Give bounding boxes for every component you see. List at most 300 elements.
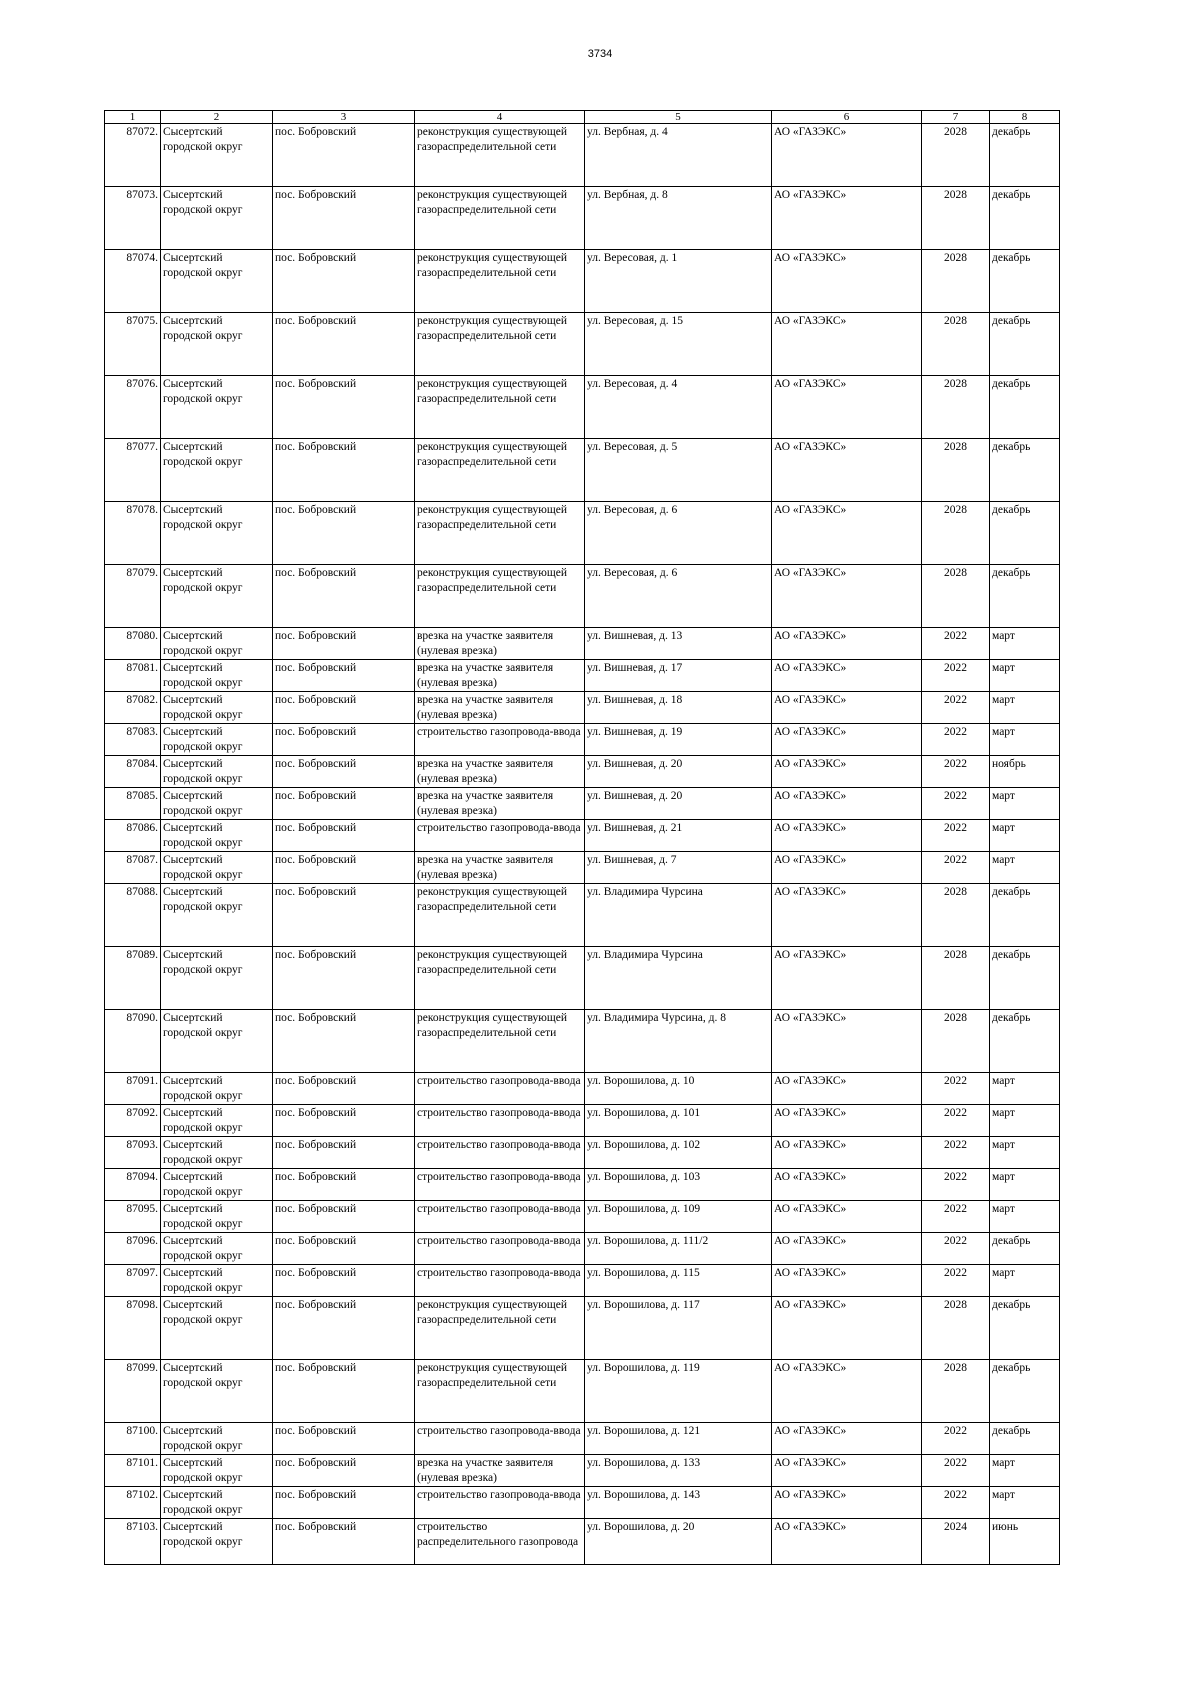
month-cell: декабрь (990, 1423, 1060, 1455)
settlement-cell: пос. Бобровский (273, 628, 415, 660)
row-number: 87085. (105, 788, 161, 820)
address-cell: ул. Вишневая, д. 17 (585, 660, 772, 692)
settlement-cell: пос. Бобровский (273, 1137, 415, 1169)
address-cell: ул. Ворошилова, д. 133 (585, 1455, 772, 1487)
district-cell: Сысертский городской округ (161, 1105, 273, 1137)
address-cell: ул. Вербная, д. 8 (585, 187, 772, 250)
work-type-cell: врезка на участке заявителя (нулевая врезка) (415, 628, 585, 660)
table-row (105, 1360, 1060, 1423)
row-number: 87091. (105, 1073, 161, 1105)
row-number: 87087. (105, 852, 161, 884)
year-cell: 2028 (922, 1010, 990, 1073)
table-row (105, 313, 1060, 376)
gas-works-table (104, 110, 1060, 1565)
district-cell: Сысертский городской округ (161, 250, 273, 313)
organization-cell: АО «ГАЗЭКС» (772, 187, 922, 250)
month-cell: март (990, 660, 1060, 692)
year-cell: 2022 (922, 1137, 990, 1169)
address-cell: ул. Вересовая, д. 6 (585, 502, 772, 565)
year-cell: 2022 (922, 1105, 990, 1137)
organization-cell: АО «ГАЗЭКС» (772, 724, 922, 756)
row-number: 87078. (105, 502, 161, 565)
table-row (105, 820, 1060, 852)
month-cell: декабрь (990, 124, 1060, 187)
month-cell: декабрь (990, 313, 1060, 376)
work-type-cell: реконструкция существующей газораспределительной сети (415, 250, 585, 313)
organization-cell: АО «ГАЗЭКС» (772, 1233, 922, 1265)
work-type-cell: строительство газопровода-ввода (415, 1201, 585, 1233)
district-cell: Сысертский городской округ (161, 628, 273, 660)
table-row (105, 692, 1060, 724)
organization-cell: АО «ГАЗЭКС» (772, 565, 922, 628)
address-cell: ул. Вишневая, д. 20 (585, 756, 772, 788)
year-cell: 2022 (922, 756, 990, 788)
month-cell: ноябрь (990, 756, 1060, 788)
month-cell: декабрь (990, 947, 1060, 1010)
address-cell: ул. Вишневая, д. 20 (585, 788, 772, 820)
row-number: 87101. (105, 1455, 161, 1487)
table-row (105, 1455, 1060, 1487)
address-cell: ул. Вересовая, д. 4 (585, 376, 772, 439)
district-cell: Сысертский городской округ (161, 820, 273, 852)
district-cell: Сысертский городской округ (161, 1233, 273, 1265)
organization-cell: АО «ГАЗЭКС» (772, 628, 922, 660)
year-cell: 2022 (922, 852, 990, 884)
address-cell: ул. Вишневая, д. 21 (585, 820, 772, 852)
work-type-cell: врезка на участке заявителя (нулевая врезка) (415, 756, 585, 788)
table-row (105, 1519, 1060, 1565)
organization-cell: АО «ГАЗЭКС» (772, 1519, 922, 1565)
address-cell: ул. Ворошилова, д. 103 (585, 1169, 772, 1201)
column-number: 4 (415, 111, 585, 124)
table-row (105, 884, 1060, 947)
year-cell: 2028 (922, 313, 990, 376)
year-cell: 2022 (922, 788, 990, 820)
settlement-cell: пос. Бобровский (273, 1233, 415, 1265)
work-type-cell: строительство распределительного газопровода (415, 1519, 585, 1565)
row-number: 87076. (105, 376, 161, 439)
year-cell: 2028 (922, 1297, 990, 1360)
table-row (105, 852, 1060, 884)
row-number: 87074. (105, 250, 161, 313)
table-row (105, 1073, 1060, 1105)
address-cell: ул. Владимира Чурсина (585, 947, 772, 1010)
work-type-cell: реконструкция существующей газораспределительной сети (415, 1010, 585, 1073)
table-row (105, 1233, 1060, 1265)
month-cell: декабрь (990, 1297, 1060, 1360)
row-number: 87084. (105, 756, 161, 788)
settlement-cell: пос. Бобровский (273, 502, 415, 565)
settlement-cell: пос. Бобровский (273, 1201, 415, 1233)
address-cell: ул. Вишневая, д. 13 (585, 628, 772, 660)
district-cell: Сысертский городской округ (161, 1201, 273, 1233)
table-row (105, 947, 1060, 1010)
row-number: 87082. (105, 692, 161, 724)
district-cell: Сысертский городской округ (161, 565, 273, 628)
row-number: 87095. (105, 1201, 161, 1233)
district-cell: Сысертский городской округ (161, 788, 273, 820)
row-number: 87072. (105, 124, 161, 187)
settlement-cell: пос. Бобровский (273, 187, 415, 250)
address-cell: ул. Ворошилова, д. 119 (585, 1360, 772, 1423)
work-type-cell: реконструкция существующей газораспределительной сети (415, 1360, 585, 1423)
month-cell: декабрь (990, 1360, 1060, 1423)
district-cell: Сысертский городской округ (161, 376, 273, 439)
settlement-cell: пос. Бобровский (273, 313, 415, 376)
settlement-cell: пос. Бобровский (273, 1487, 415, 1519)
district-cell: Сысертский городской округ (161, 724, 273, 756)
table-row (105, 660, 1060, 692)
address-cell: ул. Ворошилова, д. 117 (585, 1297, 772, 1360)
year-cell: 2022 (922, 1265, 990, 1297)
work-type-cell: реконструкция существующей газораспределительной сети (415, 187, 585, 250)
table-row (105, 1487, 1060, 1519)
work-type-cell: реконструкция существующей газораспределительной сети (415, 884, 585, 947)
month-cell: декабрь (990, 502, 1060, 565)
month-cell: декабрь (990, 187, 1060, 250)
district-cell: Сысертский городской округ (161, 1519, 273, 1565)
table-body (105, 124, 1060, 1565)
organization-cell: АО «ГАЗЭКС» (772, 124, 922, 187)
address-cell: ул. Вересовая, д. 6 (585, 565, 772, 628)
settlement-cell: пос. Бобровский (273, 788, 415, 820)
district-cell: Сысертский городской округ (161, 1423, 273, 1455)
organization-cell: АО «ГАЗЭКС» (772, 1423, 922, 1455)
year-cell: 2022 (922, 1487, 990, 1519)
work-type-cell: реконструкция существующей газораспределительной сети (415, 376, 585, 439)
organization-cell: АО «ГАЗЭКС» (772, 1360, 922, 1423)
work-type-cell: строительство газопровода-ввода (415, 1073, 585, 1105)
district-cell: Сысертский городской округ (161, 1073, 273, 1105)
year-cell: 2028 (922, 250, 990, 313)
district-cell: Сысертский городской округ (161, 852, 273, 884)
organization-cell: АО «ГАЗЭКС» (772, 1137, 922, 1169)
organization-cell: АО «ГАЗЭКС» (772, 1105, 922, 1137)
address-cell: ул. Владимира Чурсина, д. 8 (585, 1010, 772, 1073)
organization-cell: АО «ГАЗЭКС» (772, 820, 922, 852)
year-cell: 2028 (922, 439, 990, 502)
row-number: 87103. (105, 1519, 161, 1565)
row-number: 87089. (105, 947, 161, 1010)
month-cell: декабрь (990, 884, 1060, 947)
organization-cell: АО «ГАЗЭКС» (772, 756, 922, 788)
district-cell: Сысертский городской округ (161, 1455, 273, 1487)
work-type-cell: строительство газопровода-ввода (415, 1423, 585, 1455)
row-number: 87075. (105, 313, 161, 376)
year-cell: 2028 (922, 502, 990, 565)
settlement-cell: пос. Бобровский (273, 852, 415, 884)
district-cell: Сысертский городской округ (161, 124, 273, 187)
table-row (105, 1297, 1060, 1360)
organization-cell: АО «ГАЗЭКС» (772, 1201, 922, 1233)
month-cell: март (990, 852, 1060, 884)
address-cell: ул. Вишневая, д. 7 (585, 852, 772, 884)
organization-cell: АО «ГАЗЭКС» (772, 1169, 922, 1201)
work-type-cell: строительство газопровода-ввода (415, 1265, 585, 1297)
settlement-cell: пос. Бобровский (273, 1265, 415, 1297)
work-type-cell: врезка на участке заявителя (нулевая врезка) (415, 852, 585, 884)
settlement-cell: пос. Бобровский (273, 692, 415, 724)
year-cell: 2022 (922, 1169, 990, 1201)
table-row (105, 1423, 1060, 1455)
month-cell: март (990, 1265, 1060, 1297)
organization-cell: АО «ГАЗЭКС» (772, 788, 922, 820)
column-number: 7 (922, 111, 990, 124)
district-cell: Сысертский городской округ (161, 502, 273, 565)
organization-cell: АО «ГАЗЭКС» (772, 947, 922, 1010)
work-type-cell: строительство газопровода-ввода (415, 1137, 585, 1169)
column-number-row (105, 111, 1060, 124)
month-cell: март (990, 724, 1060, 756)
page-number: 3734 (587, 48, 613, 60)
organization-cell: АО «ГАЗЭКС» (772, 1010, 922, 1073)
month-cell: март (990, 692, 1060, 724)
settlement-cell: пос. Бобровский (273, 439, 415, 502)
year-cell: 2028 (922, 565, 990, 628)
organization-cell: АО «ГАЗЭКС» (772, 1487, 922, 1519)
settlement-cell: пос. Бобровский (273, 1519, 415, 1565)
address-cell: ул. Ворошилова, д. 121 (585, 1423, 772, 1455)
month-cell: март (990, 1201, 1060, 1233)
district-cell: Сысертский городской округ (161, 947, 273, 1010)
address-cell: ул. Ворошилова, д. 10 (585, 1073, 772, 1105)
organization-cell: АО «ГАЗЭКС» (772, 250, 922, 313)
row-number: 87097. (105, 1265, 161, 1297)
year-cell: 2028 (922, 124, 990, 187)
month-cell: март (990, 820, 1060, 852)
row-number: 87079. (105, 565, 161, 628)
row-number: 87088. (105, 884, 161, 947)
district-cell: Сысертский городской округ (161, 692, 273, 724)
address-cell: ул. Вербная, д. 4 (585, 124, 772, 187)
work-type-cell: реконструкция существующей газораспределительной сети (415, 947, 585, 1010)
column-number: 3 (273, 111, 415, 124)
work-type-cell: строительство газопровода-ввода (415, 1487, 585, 1519)
year-cell: 2022 (922, 1455, 990, 1487)
month-cell: декабрь (990, 565, 1060, 628)
year-cell: 2028 (922, 376, 990, 439)
table-row (105, 439, 1060, 502)
year-cell: 2022 (922, 820, 990, 852)
row-number: 87086. (105, 820, 161, 852)
year-cell: 2022 (922, 628, 990, 660)
settlement-cell: пос. Бобровский (273, 820, 415, 852)
district-cell: Сысертский городской округ (161, 660, 273, 692)
district-cell: Сысертский городской округ (161, 756, 273, 788)
address-cell: ул. Вересовая, д. 5 (585, 439, 772, 502)
row-number: 87090. (105, 1010, 161, 1073)
year-cell: 2028 (922, 947, 990, 1010)
settlement-cell: пос. Бобровский (273, 1169, 415, 1201)
address-cell: ул. Ворошилова, д. 20 (585, 1519, 772, 1565)
settlement-cell: пос. Бобровский (273, 565, 415, 628)
month-cell: март (990, 1137, 1060, 1169)
settlement-cell: пос. Бобровский (273, 376, 415, 439)
year-cell: 2028 (922, 1360, 990, 1423)
district-cell: Сысертский городской округ (161, 313, 273, 376)
district-cell: Сысертский городской округ (161, 1169, 273, 1201)
address-cell: ул. Владимира Чурсина (585, 884, 772, 947)
month-cell: март (990, 1073, 1060, 1105)
month-cell: декабрь (990, 250, 1060, 313)
year-cell: 2028 (922, 187, 990, 250)
organization-cell: АО «ГАЗЭКС» (772, 852, 922, 884)
month-cell: март (990, 1455, 1060, 1487)
year-cell: 2022 (922, 1233, 990, 1265)
row-number: 87094. (105, 1169, 161, 1201)
address-cell: ул. Ворошилова, д. 101 (585, 1105, 772, 1137)
district-cell: Сысертский городской округ (161, 1487, 273, 1519)
table-row (105, 187, 1060, 250)
organization-cell: АО «ГАЗЭКС» (772, 376, 922, 439)
district-cell: Сысертский городской округ (161, 187, 273, 250)
column-number: 1 (105, 111, 161, 124)
work-type-cell: реконструкция существующей газораспределительной сети (415, 313, 585, 376)
district-cell: Сысертский городской округ (161, 1360, 273, 1423)
table-row (105, 124, 1060, 187)
district-cell: Сысертский городской округ (161, 1265, 273, 1297)
year-cell: 2028 (922, 884, 990, 947)
table-row (105, 1201, 1060, 1233)
work-type-cell: строительство газопровода-ввода (415, 1105, 585, 1137)
settlement-cell: пос. Бобровский (273, 1297, 415, 1360)
row-number: 87077. (105, 439, 161, 502)
table-row (105, 724, 1060, 756)
year-cell: 2022 (922, 724, 990, 756)
work-type-cell: строительство газопровода-ввода (415, 820, 585, 852)
column-number: 8 (990, 111, 1060, 124)
year-cell: 2022 (922, 1423, 990, 1455)
organization-cell: АО «ГАЗЭКС» (772, 439, 922, 502)
settlement-cell: пос. Бобровский (273, 250, 415, 313)
row-number: 87073. (105, 187, 161, 250)
address-cell: ул. Ворошилова, д. 111/2 (585, 1233, 772, 1265)
settlement-cell: пос. Бобровский (273, 1105, 415, 1137)
month-cell: март (990, 628, 1060, 660)
column-number: 5 (585, 111, 772, 124)
settlement-cell: пос. Бобровский (273, 124, 415, 187)
work-type-cell: реконструкция существующей газораспределительной сети (415, 565, 585, 628)
work-type-cell: реконструкция существующей газораспределительной сети (415, 1297, 585, 1360)
table-row (105, 565, 1060, 628)
row-number: 87093. (105, 1137, 161, 1169)
table-row (105, 788, 1060, 820)
work-type-cell: реконструкция существующей газораспределительной сети (415, 124, 585, 187)
settlement-cell: пос. Бобровский (273, 884, 415, 947)
organization-cell: АО «ГАЗЭКС» (772, 313, 922, 376)
address-cell: ул. Вересовая, д. 15 (585, 313, 772, 376)
organization-cell: АО «ГАЗЭКС» (772, 692, 922, 724)
address-cell: ул. Ворошилова, д. 109 (585, 1201, 772, 1233)
table-row (105, 1010, 1060, 1073)
month-cell: март (990, 788, 1060, 820)
district-cell: Сысертский городской округ (161, 439, 273, 502)
table-row (105, 1169, 1060, 1201)
year-cell: 2022 (922, 1201, 990, 1233)
organization-cell: АО «ГАЗЭКС» (772, 1073, 922, 1105)
table-row (105, 756, 1060, 788)
settlement-cell: пос. Бобровский (273, 1455, 415, 1487)
month-cell: декабрь (990, 1010, 1060, 1073)
settlement-cell: пос. Бобровский (273, 947, 415, 1010)
table-row (105, 1105, 1060, 1137)
district-cell: Сысертский городской округ (161, 884, 273, 947)
organization-cell: АО «ГАЗЭКС» (772, 1265, 922, 1297)
table-row (105, 628, 1060, 660)
table-row (105, 1137, 1060, 1169)
row-number: 87099. (105, 1360, 161, 1423)
table-row (105, 376, 1060, 439)
work-type-cell: врезка на участке заявителя (нулевая врезка) (415, 660, 585, 692)
settlement-cell: пос. Бобровский (273, 724, 415, 756)
settlement-cell: пос. Бобровский (273, 1010, 415, 1073)
year-cell: 2022 (922, 660, 990, 692)
district-cell: Сысертский городской округ (161, 1010, 273, 1073)
row-number: 87096. (105, 1233, 161, 1265)
row-number: 87080. (105, 628, 161, 660)
row-number: 87100. (105, 1423, 161, 1455)
address-cell: ул. Вересовая, д. 1 (585, 250, 772, 313)
address-cell: ул. Ворошилова, д. 143 (585, 1487, 772, 1519)
work-type-cell: врезка на участке заявителя (нулевая врезка) (415, 788, 585, 820)
row-number: 87102. (105, 1487, 161, 1519)
row-number: 87081. (105, 660, 161, 692)
work-type-cell: врезка на участке заявителя (нулевая врезка) (415, 692, 585, 724)
table-row (105, 1265, 1060, 1297)
address-cell: ул. Ворошилова, д. 102 (585, 1137, 772, 1169)
settlement-cell: пос. Бобровский (273, 1360, 415, 1423)
organization-cell: АО «ГАЗЭКС» (772, 660, 922, 692)
month-cell: март (990, 1169, 1060, 1201)
settlement-cell: пос. Бобровский (273, 1073, 415, 1105)
row-number: 87083. (105, 724, 161, 756)
month-cell: март (990, 1105, 1060, 1137)
column-number: 6 (772, 111, 922, 124)
work-type-cell: реконструкция существующей газораспределительной сети (415, 439, 585, 502)
address-cell: ул. Ворошилова, д. 115 (585, 1265, 772, 1297)
work-type-cell: строительство газопровода-ввода (415, 1233, 585, 1265)
year-cell: 2022 (922, 1073, 990, 1105)
month-cell: март (990, 1487, 1060, 1519)
district-cell: Сысертский городской округ (161, 1137, 273, 1169)
work-type-cell: строительство газопровода-ввода (415, 724, 585, 756)
settlement-cell: пос. Бобровский (273, 660, 415, 692)
settlement-cell: пос. Бобровский (273, 1423, 415, 1455)
address-cell: ул. Вишневая, д. 18 (585, 692, 772, 724)
table-row (105, 250, 1060, 313)
year-cell: 2022 (922, 692, 990, 724)
organization-cell: АО «ГАЗЭКС» (772, 1455, 922, 1487)
row-number: 87092. (105, 1105, 161, 1137)
settlement-cell: пос. Бобровский (273, 756, 415, 788)
work-type-cell: врезка на участке заявителя (нулевая врезка) (415, 1455, 585, 1487)
month-cell: декабрь (990, 1233, 1060, 1265)
address-cell: ул. Вишневая, д. 19 (585, 724, 772, 756)
organization-cell: АО «ГАЗЭКС» (772, 884, 922, 947)
row-number: 87098. (105, 1297, 161, 1360)
month-cell: июнь (990, 1519, 1060, 1565)
column-number: 2 (161, 111, 273, 124)
table-row (105, 502, 1060, 565)
month-cell: декабрь (990, 376, 1060, 439)
year-cell: 2024 (922, 1519, 990, 1565)
work-type-cell: строительство газопровода-ввода (415, 1169, 585, 1201)
work-type-cell: реконструкция существующей газораспределительной сети (415, 502, 585, 565)
district-cell: Сысертский городской округ (161, 1297, 273, 1360)
organization-cell: АО «ГАЗЭКС» (772, 1297, 922, 1360)
organization-cell: АО «ГАЗЭКС» (772, 502, 922, 565)
month-cell: декабрь (990, 439, 1060, 502)
